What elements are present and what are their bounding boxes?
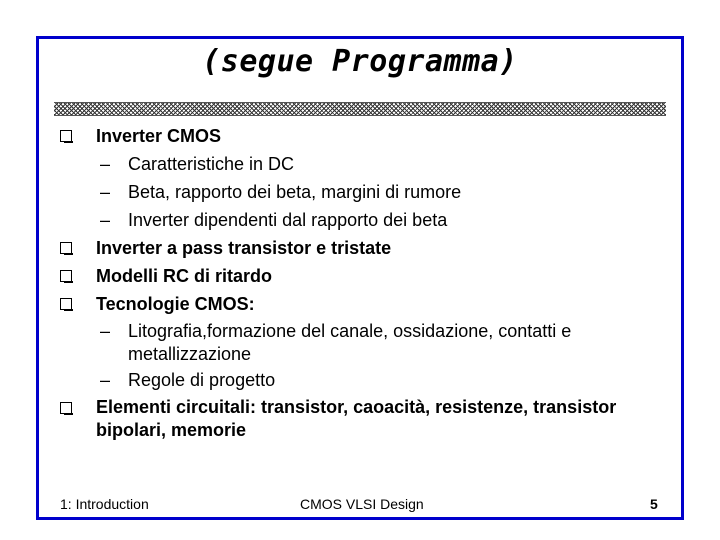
dash-marker: –	[100, 210, 111, 230]
footer-course-title: CMOS VLSI Design	[300, 496, 424, 512]
footer-section-label: 1: Introduction	[60, 496, 149, 512]
title-divider	[54, 102, 666, 116]
square-bullet-icon	[60, 402, 72, 414]
dash-marker: –	[100, 182, 111, 202]
sub-bullet-item	[60, 366, 660, 394]
dash-marker: –	[100, 321, 111, 341]
page-number: 5	[650, 496, 658, 512]
square-bullet-icon	[60, 242, 72, 254]
bullet-item	[60, 394, 660, 442]
bullet-item	[60, 290, 660, 318]
sub-bullet-text: Caratteristiche in DC	[128, 154, 295, 174]
dash-marker: –	[100, 154, 111, 174]
dash-marker: –	[100, 370, 111, 390]
sub-bullet-text: Regole di progetto	[128, 370, 276, 390]
sub-bullet-item	[60, 178, 660, 206]
slide-content	[60, 122, 660, 442]
sub-bullet-text: Litografia,formazione del canale, ossidazione, contatti e metallizzazione	[128, 321, 572, 364]
slide-title: (segue Programma)	[202, 44, 518, 79]
bullet-text: Modelli RC di ritardo	[96, 266, 273, 286]
bullet-item	[60, 262, 660, 290]
square-bullet-icon	[60, 130, 72, 142]
sub-bullet-item	[60, 150, 660, 178]
bullet-item	[60, 234, 660, 262]
sub-bullet-item	[60, 206, 660, 234]
sub-bullet-text: Inverter dipendenti dal rapporto dei beta	[128, 210, 448, 230]
square-bullet-icon	[60, 298, 72, 310]
bullet-text: Inverter a pass transistor e tristate	[96, 238, 392, 258]
bullet-item	[60, 122, 660, 150]
sub-bullet-item	[60, 318, 660, 366]
bullet-text: Inverter CMOS	[96, 126, 222, 146]
square-bullet-icon	[60, 270, 72, 282]
bullet-text: Elementi circuitali: transistor, caoacità, resistenze, transistor bipolari, memorie	[96, 397, 617, 440]
sub-bullet-text: Beta, rapporto dei beta, margini di rumore	[128, 182, 462, 202]
bullet-text: Tecnologie CMOS:	[96, 294, 255, 314]
